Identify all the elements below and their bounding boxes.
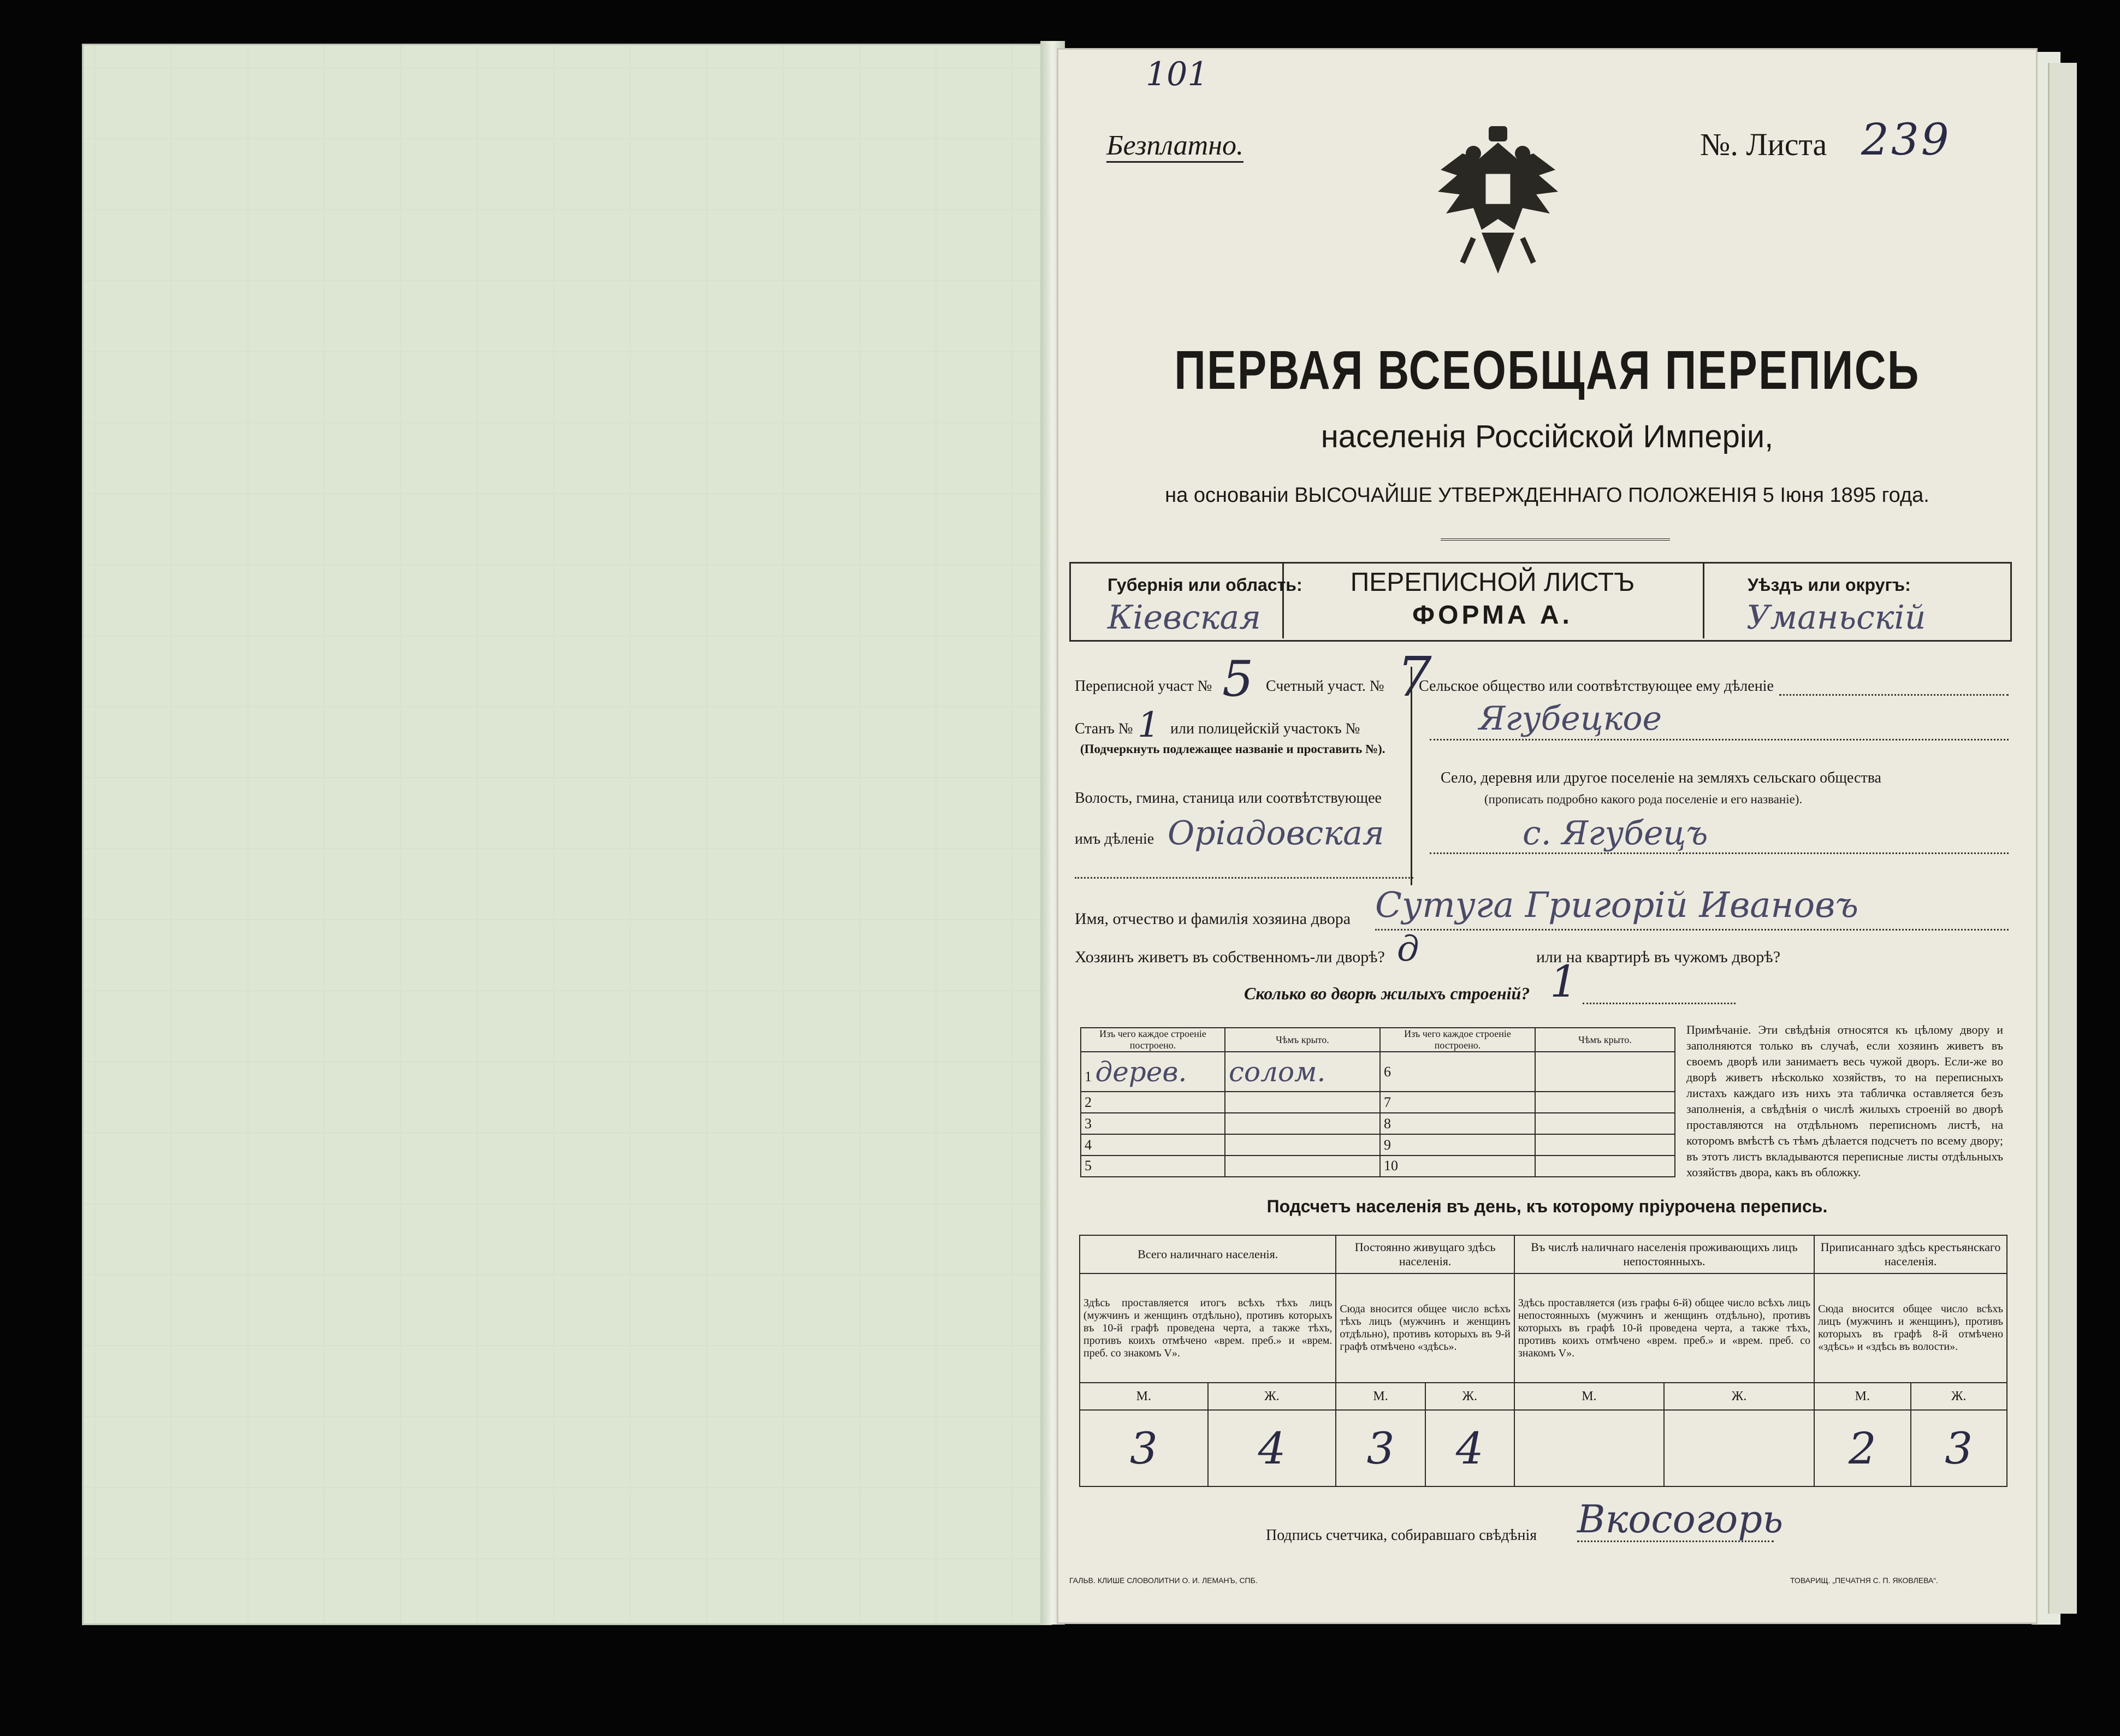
free-label: Безплатно.: [1106, 131, 1243, 163]
table-row: 4: [1081, 1134, 1225, 1156]
table-row: 7: [1380, 1092, 1535, 1113]
desc-peasants: Сюда вносится общее число всѣхъ лицъ (мужчинъ и женщинъ), противъ которыхъ въ графѣ 8-й отмѣчено «здѣсь» и «здѣсь въ волости».: [1814, 1273, 2007, 1383]
table-cell: [1225, 1092, 1380, 1113]
row1-material: дерев.: [1095, 1056, 1187, 1088]
value-temp-zh: [1664, 1410, 1814, 1486]
th-roof-2: Чѣмъ крыто.: [1535, 1028, 1675, 1052]
dotted-line: [1430, 852, 2009, 854]
society-label: Сельское общество или соотвѣтствующее ему дѣленіе: [1419, 678, 1774, 695]
remark-note: Примѣчаніе. Эти свѣдѣнія относятся къ цѣлому двору и заполняются только въ случаѣ, если хозяинъ живетъ въ своемъ дворѣ или занимаетъ весь чужой дворъ. Если-же во дворѣ живетъ нѣсколько хозяйствъ, то на переписныхъ листахъ каждаго изъ нихъ эта табличка оставляется безъ заполненія, а свѣдѣнія о числѣ жилыхъ строеній во дворѣ проставляются на отдѣльномъ переписномъ листѣ, на которомъ вмѣстѣ съ тѣмъ дѣлается подсчетъ по всему двору; въ этотъ листъ вкладываются переписные листы отдѣльныхъ хозяйствъ двора, какъ въ обложку.: [1686, 1023, 2003, 1179]
table-row: 3: [1081, 1113, 1225, 1134]
table-cell: [1535, 1092, 1675, 1113]
col-m: М.: [1080, 1383, 1208, 1410]
left-page: [82, 44, 1052, 1625]
table-cell: [1535, 1134, 1675, 1156]
society-value: Ягубецкое: [1479, 700, 1662, 738]
table-cell: [1535, 1156, 1675, 1177]
table-cell: [1225, 1113, 1380, 1134]
table-cell: [1535, 1113, 1675, 1134]
col-m: М.: [1336, 1383, 1425, 1410]
col-m: М.: [1814, 1383, 1910, 1410]
village-value: с. Ягубецъ: [1523, 814, 1708, 852]
dotted-line: [1075, 877, 1413, 879]
double-headed-eagle-emblem: [1430, 121, 1566, 285]
signature-label: Подпись счетчика, собиравшаго свѣдѣнія: [1266, 1527, 1537, 1544]
value-perm-zh: 4: [1425, 1410, 1514, 1486]
th-material-2: Изъ чего каждое строеніе построено.: [1380, 1028, 1535, 1052]
row1-roof: солом.: [1225, 1052, 1380, 1092]
owner-value: Сутуга Григорій Ивановъ: [1375, 885, 1858, 926]
buildings-value: 1: [1550, 956, 1578, 1007]
rent-label: или на квартирѣ въ чужомъ дворѣ?: [1536, 948, 1781, 966]
value-peasant-zh: 3: [1911, 1410, 2007, 1486]
value-temp-m: [1514, 1410, 1664, 1486]
table-row: 10: [1380, 1156, 1535, 1177]
uchast-value: 5: [1222, 650, 1254, 708]
th-permanent: Постоянно живущаго здѣсь населенія.: [1336, 1235, 1514, 1273]
col-m: М.: [1514, 1383, 1664, 1410]
page-edges-back: [2048, 63, 2077, 1614]
corner-number: 101: [1146, 55, 1209, 93]
value-total-zh: 4: [1208, 1410, 1336, 1486]
col-zh: Ж.: [1911, 1383, 2007, 1410]
desc-total: Здѣсь проставляется итогъ всѣхъ тѣхъ лицъ (мужчинъ и женщинъ отдѣльно), противъ которыхъ въ 10-й графѣ проведена черта, а также тѣхъ, противъ коихъ отмѣчено «врем. преб.» и «врем. преб. со знакомъ V».: [1080, 1273, 1336, 1383]
volost-label: Волость, гмина, станица или соотвѣтствующее: [1075, 790, 1382, 807]
dotted-line: [1577, 1541, 1774, 1542]
table-cell: [1535, 1052, 1675, 1092]
lives-value: д: [1397, 929, 1419, 969]
gubernia-value: Кіевская: [1108, 599, 1261, 637]
buildings-table: [1080, 1027, 1675, 1177]
left-page-paper: [84, 45, 1050, 1624]
value-peasant-m: 2: [1814, 1410, 1910, 1486]
ornament-divider: [1441, 538, 1670, 541]
th-peasants: Приписаннаго здѣсь крестьянскаго населенія.: [1814, 1235, 2007, 1273]
th-roof: Чѣмъ крыто.: [1225, 1028, 1380, 1052]
schet-value: 7: [1397, 645, 1432, 709]
table-row: 2: [1081, 1092, 1225, 1113]
desc-permanent: Сюда вносится общее число всѣхъ тѣхъ лицъ (мужчинъ и женщинъ отдѣльно), противъ которыхъ въ 9-й графѣ отмѣчено «здѣсь».: [1336, 1273, 1514, 1383]
dotted-line: [1583, 1003, 1736, 1004]
desc-temporary: Здѣсь проставляется (изъ графы 6-й) общее число всѣхъ лицъ непостоянныхъ (мужчинъ и женщинъ отдѣльно), противъ которыхъ въ графѣ 10-й проведена черта, а также тѣхъ, противъ коихъ отмѣчено «врем. преб.» и «врем. преб. со знакомъ V».: [1514, 1273, 1814, 1383]
gubernia-label: Губернія или область:: [1108, 575, 1302, 595]
table-cell: [1225, 1156, 1380, 1177]
census-basis: на основаніи ВЫСОЧАЙШЕ УТВЕРЖДЕННАГО ПОЛОЖЕНІЯ 5 Іюня 1895 года.: [1165, 484, 1929, 507]
form-name: ФОРМА А.: [1412, 601, 1573, 630]
village-label: Село, деревня или другое поселеніе на земляхъ сельскаго общества: [1441, 769, 1881, 786]
table-cell: [1225, 1134, 1380, 1156]
uchast-label: Переписной участ №: [1075, 678, 1212, 695]
sheet-number-label: №. Листа: [1700, 127, 1827, 162]
census-subtitle: населенія Россійской Имперіи,: [1320, 419, 1774, 454]
table-row: 6: [1380, 1052, 1535, 1092]
subordinate-note: (Подчеркнуть подлежащее названіе и проставить №).: [1080, 742, 1385, 756]
th-temporary: Въ числѣ наличнаго населенія проживающихъ лицъ непостоянныхъ.: [1514, 1235, 1814, 1273]
dotted-line: [1375, 929, 2009, 931]
census-form-page: [1057, 48, 2038, 1624]
police-label: или полицейскій участокъ №: [1170, 720, 1360, 737]
box-divider: [1703, 562, 1704, 638]
table-row: 1 дерев.: [1081, 1052, 1225, 1092]
lives-label: Хозяинъ живетъ въ собственномъ-ли дворѣ?: [1075, 948, 1385, 966]
volost-label-2: имъ дѣленіе: [1075, 831, 1154, 848]
footer-printer-left: ГАЛЬВ. КЛИШЕ СЛОВОЛИТНИ О. И. ЛЕМАНЪ, СПБ.: [1069, 1576, 1258, 1585]
value-total-m: 3: [1080, 1410, 1208, 1486]
count-title: Подсчетъ населенія въ день, къ которому пріурочена перепись.: [1266, 1196, 1828, 1216]
col-zh: Ж.: [1208, 1383, 1336, 1410]
table-row: 5: [1081, 1156, 1225, 1177]
footer-printer-right: ТОВАРИЩ. „ПЕЧАТНЯ С. П. ЯКОВЛЕВА“.: [1790, 1576, 1938, 1585]
table-row: 9: [1380, 1134, 1535, 1156]
schet-label: Счетный участ. №: [1266, 678, 1384, 695]
buildings-label: Сколько во дворѣ жилыхъ строеній?: [1244, 983, 1530, 1003]
dotted-line: [1779, 694, 2009, 696]
table-row: 8: [1380, 1113, 1535, 1134]
uezd-label: Уѣздъ или округъ:: [1748, 575, 1911, 595]
sheet-number: 239: [1861, 114, 1951, 165]
uezd-value: Уманьскій: [1746, 599, 1926, 637]
census-title: ПЕРВАЯ ВСЕОБЩАЯ ПЕРЕПИСЬ: [1174, 340, 1920, 401]
th-total: Всего наличнаго населенія.: [1080, 1235, 1336, 1273]
form-title: ПЕРЕПИСНОЙ ЛИСТЪ: [1350, 568, 1635, 597]
owner-label: Имя, отчество и фамилія хозяина двора: [1075, 910, 1351, 928]
village-note: (прописать подробно какого рода поселеніе и его названіе).: [1484, 792, 1803, 806]
th-material: Изъ чего каждое строеніе построено.: [1081, 1028, 1225, 1052]
population-table: [1079, 1235, 2008, 1487]
counter-signature: Вкосогорь: [1577, 1497, 1784, 1542]
field-divider: [1411, 667, 1412, 885]
col-zh: Ж.: [1664, 1383, 1814, 1410]
col-zh: Ж.: [1425, 1383, 1514, 1410]
dotted-line: [1430, 739, 2009, 740]
volost-value: Оріадовская: [1168, 814, 1384, 852]
stan-label: Станъ №: [1075, 720, 1133, 737]
value-perm-m: 3: [1336, 1410, 1425, 1486]
stan-value: 1: [1138, 705, 1160, 745]
